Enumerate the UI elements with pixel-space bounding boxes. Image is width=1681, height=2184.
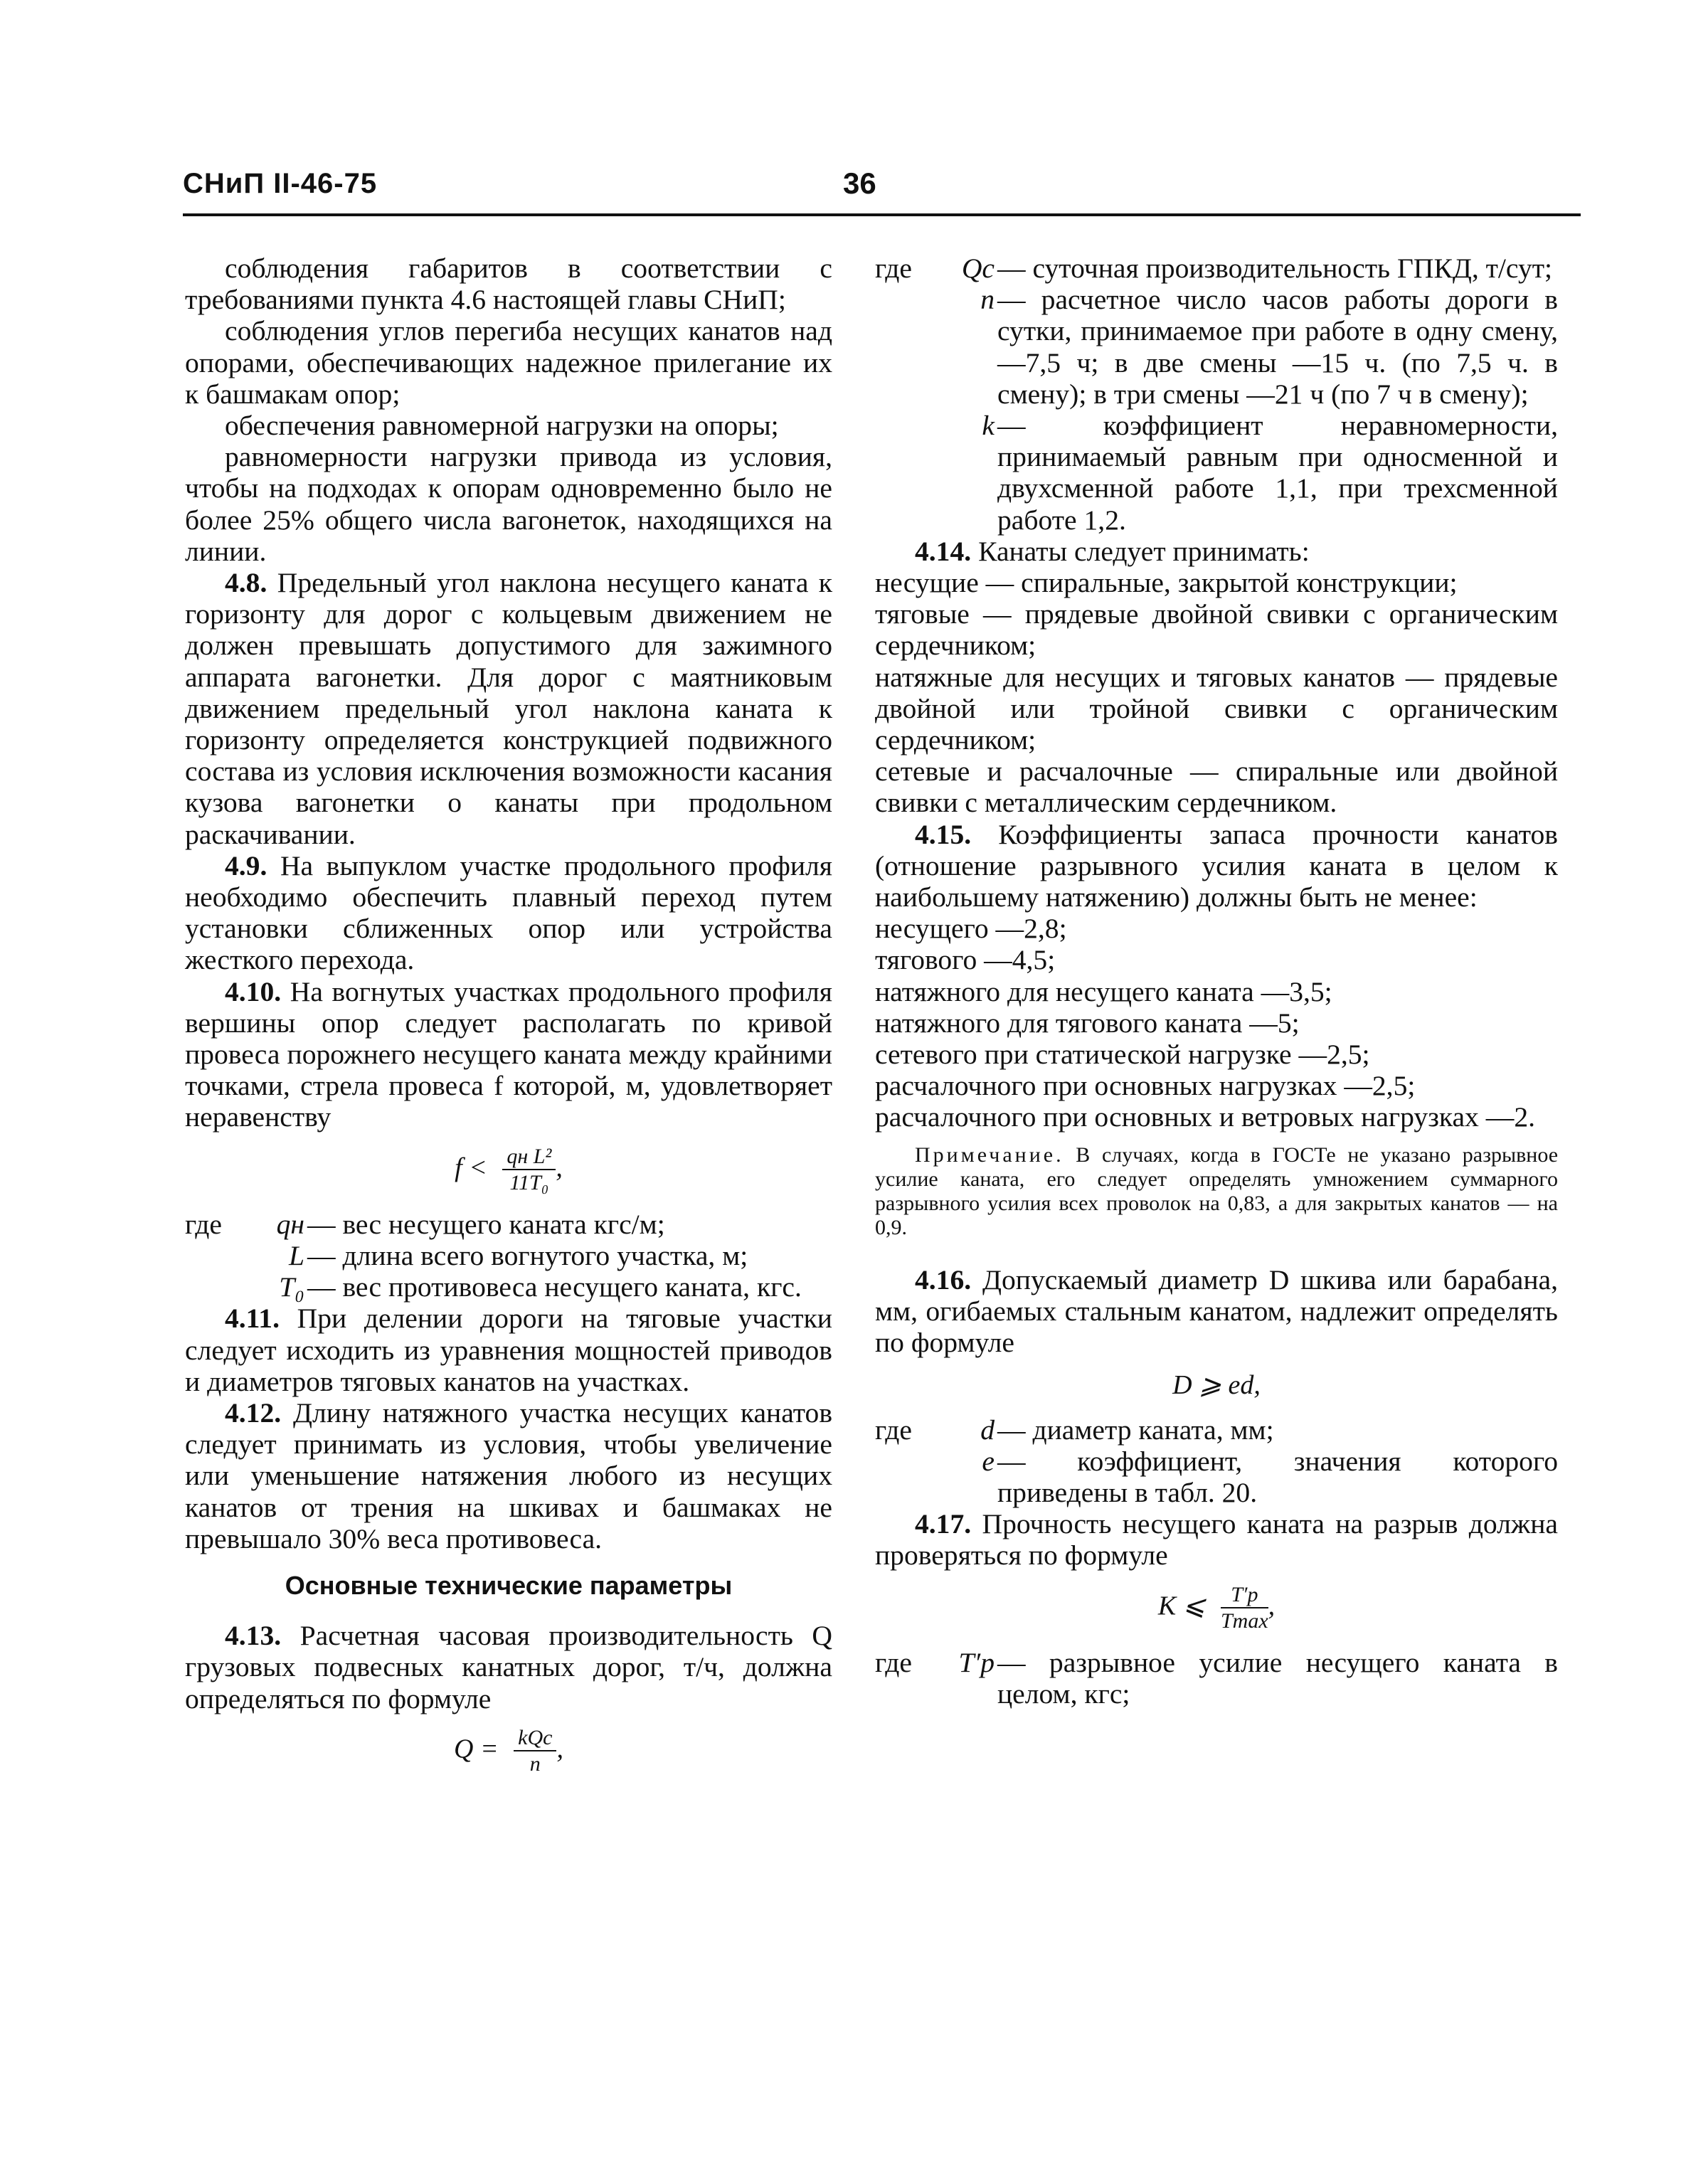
where-item (185, 1271, 832, 1303)
where-description: — коэффициент, значения которого приведены в табл. 20. (997, 1445, 1558, 1508)
formula-lhs: Q = (454, 1734, 499, 1764)
where-description: — диаметр каната, мм; (997, 1414, 1274, 1446)
document-code: СНиП II-46-75 (183, 168, 378, 199)
clause-4-12 (185, 1397, 832, 1554)
clause-text: Канаты следует принимать: (978, 535, 1310, 567)
where-prefix (875, 1446, 930, 1508)
where-item (875, 410, 1558, 536)
where-item (875, 253, 1558, 284)
where-symbol: e (982, 1445, 995, 1477)
clause-number: 4.15. (915, 818, 972, 850)
formula-tail: , (1268, 1591, 1276, 1621)
list-item: несущего —2,8; (875, 913, 1067, 945)
where-prefix (875, 284, 930, 410)
list-item: натяжного для тягового каната —5; (875, 1007, 1300, 1039)
where-prefix: где (875, 1646, 912, 1678)
formula-lhs: f < (455, 1152, 487, 1183)
list-item: тягового —4,5; (875, 944, 1056, 976)
where-symbol: k (982, 410, 995, 442)
fraction-numerator: T′p (1221, 1583, 1268, 1608)
clause-4-17 (875, 1508, 1558, 1571)
where-symbol: d (980, 1414, 995, 1446)
right-column (875, 253, 1558, 1709)
where-item (185, 1240, 832, 1271)
paragraph: соблюдения углов перегиба несущих канатов над опорами, обеспечивающих надежное прилегание их к башмакам опор; (185, 315, 832, 410)
where-prefix: где (875, 1414, 912, 1446)
where-prefix: где (875, 253, 912, 284)
clause-text: Допускаемый диаметр D шкива или барабана, мм, огибаемых стальным канатом, надлежит определять по формуле (875, 1263, 1558, 1359)
clause-number: 4.13. (225, 1620, 282, 1652)
paragraph: соблюдения габаритов в соответствии с требованиями пункта 4.6 настоящей главы СНиП; (185, 253, 832, 316)
page-header (183, 162, 1581, 212)
where-description: — вес противовеса несущего каната, кгс. (307, 1271, 802, 1303)
clause-number: 4.11. (225, 1303, 280, 1335)
clause-number: 4.12. (225, 1396, 282, 1428)
paragraph: тяговые — прядевые двойной свивки с органическим сердечником; (875, 598, 1558, 662)
clause-text: Длину натяжного участка несущих канатов следует принимать из условия, чтобы увеличение или уменьшение натяжения любого из несущих канатов от трения на шкивах и башмаках не превышало 30% веса противовеса. (185, 1396, 833, 1554)
list-item: натяжного для несущего каната —3,5; (875, 975, 1332, 1007)
paragraph: несущие — спиральные, закрытой конструкции; (875, 567, 1458, 599)
where-description: — суточная производительность ГПКД, т/сут; (997, 253, 1553, 284)
where-list (875, 1414, 1558, 1509)
formula-tail: , (556, 1734, 563, 1764)
where-description: — длина всего вогнутого участка, м; (307, 1239, 748, 1271)
clause-number: 4.9. (225, 849, 267, 881)
formula-diameter: D ⩾ ed, (1172, 1370, 1261, 1401)
where-symbol: n (980, 284, 995, 316)
fraction-denominator: 11T₀ (509, 1170, 549, 1194)
clause-4-14 (875, 536, 1558, 567)
fraction-denominator: Tmax (1221, 1608, 1268, 1633)
where-item (875, 1446, 1558, 1508)
where-prefix (185, 1271, 240, 1303)
clause-text: Прочность несущего каната на разрыв должна проверяться по формуле (875, 1508, 1558, 1571)
formula-fraction (502, 1145, 556, 1196)
clause-number: 4.10. (225, 975, 282, 1007)
page-number: 36 (843, 166, 876, 200)
clause-number: 4.8. (225, 567, 267, 599)
left-column (185, 253, 832, 1790)
formula-tail: , (556, 1152, 563, 1183)
clause-4-16 (875, 1264, 1558, 1359)
clause-4-11 (185, 1303, 832, 1397)
where-list (875, 1647, 1558, 1709)
paragraph: натяжные для несущих и тяговых канатов — прядевые двойной или тройной свивки с органическим сердечником; (875, 661, 1558, 756)
header-rule (183, 213, 1581, 216)
fraction-denominator: n (529, 1751, 541, 1776)
clause-4-8 (185, 567, 832, 850)
clause-4-9 (185, 850, 832, 976)
formula-sag (185, 1145, 832, 1196)
where-prefix (875, 410, 930, 536)
where-prefix (185, 1240, 240, 1271)
note (875, 1143, 1558, 1240)
clause-text: Коэффициенты запаса прочности канатов (отношение разрывного усилия каната в целом к наибольшему натяжению) должны быть не менее: (875, 818, 1558, 913)
where-description: — разрывное усилие несущего каната в целом, кгс; (997, 1646, 1558, 1709)
clause-4-13 (185, 1620, 832, 1714)
where-description: — коэффициент неравномерности, принимаемый равным при односменной и двухсменной работе 1,1, при трехсменной работе 1,2. (997, 410, 1558, 536)
clause-4-10 (185, 976, 832, 1133)
where-prefix: где (185, 1208, 222, 1240)
where-description: — расчетное число часов работы дороги в сутки, принимаемое при работе в одну смену,—7,5 ч; в две смены —15 ч. (по 7,5 ч. в смену); в три смены —21 ч (по 7 ч в смену); (997, 284, 1558, 410)
list-item: сетевого при статической нагрузке —2,5; (875, 1039, 1370, 1071)
where-item (185, 1209, 832, 1240)
where-symbol: L (288, 1239, 304, 1271)
clause-text: Расчетная часовая производительность Q грузовых подвесных канатных дорог, т/ч, должна определяться по формуле (185, 1620, 832, 1714)
clause-number: 4.17. (915, 1508, 972, 1540)
fraction-numerator: qн L² (502, 1145, 556, 1170)
note-text: В случаях, когда в ГОСТе не указано разрывное усилие каната, его следует определять умножением суммарного разрывного усилия всех проволок на 0,83, а для закрытых канатов — на 0,9. (875, 1143, 1559, 1239)
list-item: расчалочного при основных нагрузках —2,5; (875, 1070, 1416, 1102)
fraction-numerator: kQc (514, 1726, 556, 1751)
formula-fraction (514, 1726, 556, 1777)
clause-text: На вогнутых участках продольного профиля вершины опор следует располагать по кривой провеса порожнего несущего каната между крайними точками, стрела провеса f которой, м, удовлетворяет неравенству (185, 975, 832, 1133)
clause-4-15 (875, 819, 1558, 913)
formula-lhs: K ⩽ (1157, 1591, 1206, 1621)
formula-strength (875, 1583, 1558, 1634)
paragraph: равномерности нагрузки привода из условия, чтобы на подходах к опорам одновременно было не более 25% общего числа вагонеток, находящихся на линии. (185, 441, 832, 567)
paragraph: обеспечения равномерной нагрузки на опоры; (225, 410, 779, 442)
formula-productivity (185, 1726, 832, 1777)
where-item (875, 1647, 1558, 1709)
clause-text: На выпуклом участке продольного профиля необходимо обеспечить плавный переход путем установки сближенных опор или устройства жесткого перехода. (185, 849, 832, 976)
where-item (875, 1414, 1558, 1446)
where-item (875, 284, 1558, 410)
where-list (185, 1209, 832, 1303)
where-symbol: T₀ (279, 1271, 304, 1303)
clause-text: Предельный угол наклона несущего каната к горизонту для дорог с кольцевым движением не должен превышать допустимого для зажимного аппарата вагонетки. Для дорог с маятниковым движением предельный угол наклона каната к горизонту определяется конструкцией подвижного состава из условия исключения возможности касания кузова вагонетки о канаты при продольном раскачивании. (185, 567, 832, 850)
formula-fraction (1221, 1583, 1268, 1634)
section-heading: Основные технические параметры (285, 1570, 733, 1600)
list-item: расчалочного при основных и ветровых нагрузках —2. (875, 1101, 1535, 1133)
clause-text: При делении дороги на тяговые участки следует исходить из уравнения мощностей приводов и диаметров тяговых канатов на участках. (185, 1303, 832, 1397)
where-description: — вес несущего каната кгс/м; (307, 1208, 665, 1240)
where-symbol: T′p (958, 1646, 995, 1678)
where-list (875, 253, 1558, 536)
note-label: Примечание. (915, 1143, 1064, 1167)
paragraph: сетевые и расчалочные — спиральные или двойной свивки с металлическим сердечником. (875, 756, 1558, 819)
where-symbol: Qc (961, 253, 995, 284)
clause-number: 4.14. (915, 535, 972, 567)
clause-number: 4.16. (915, 1263, 972, 1295)
where-symbol: qн (276, 1208, 304, 1240)
